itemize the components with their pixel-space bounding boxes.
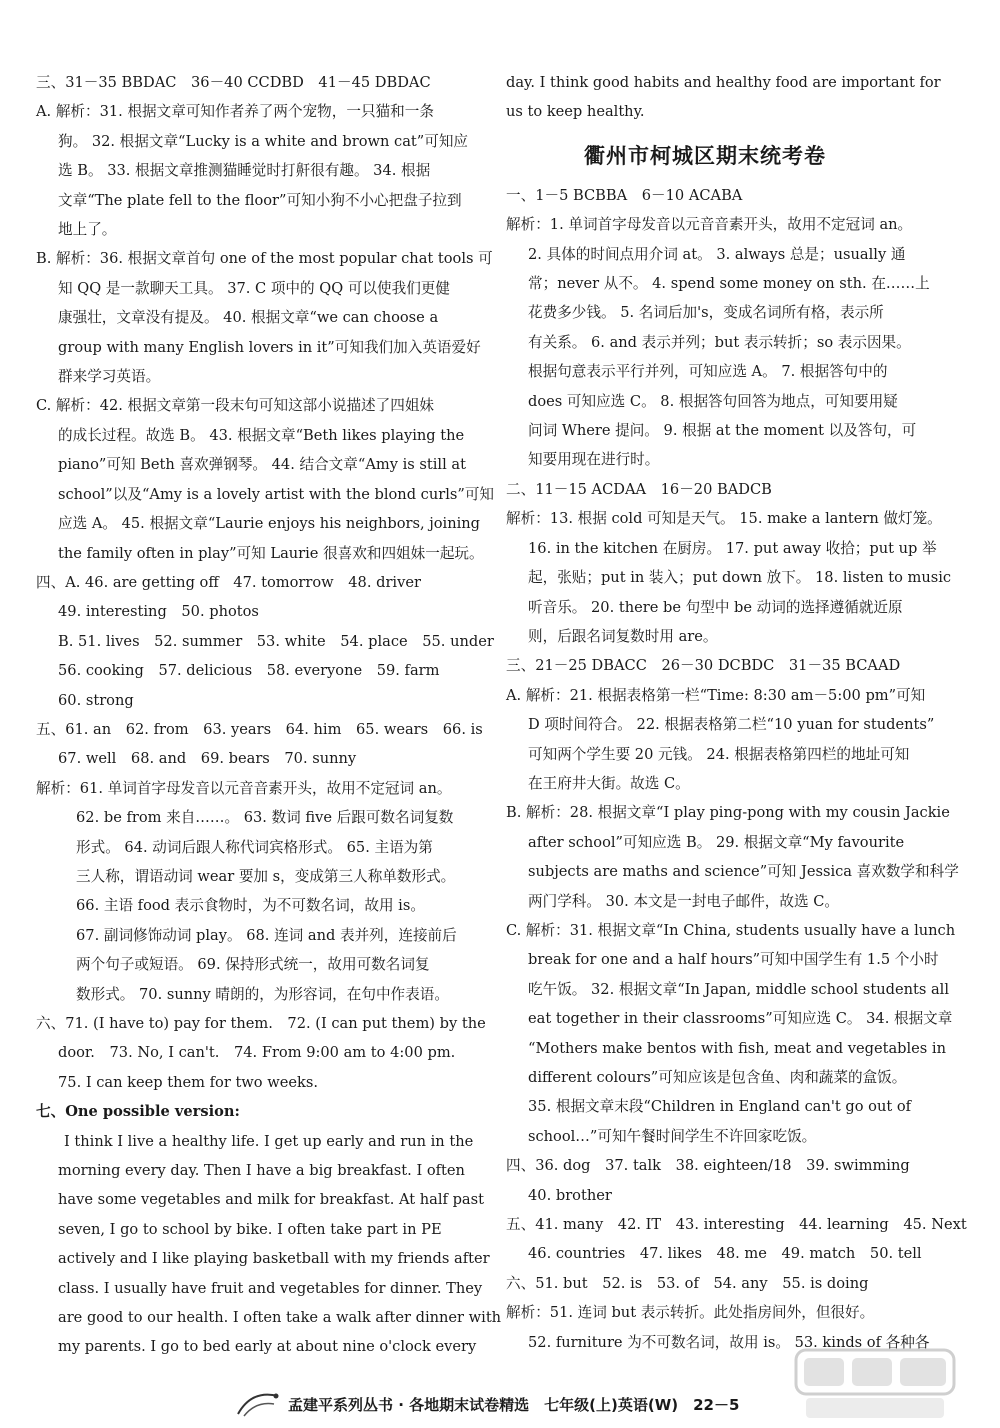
left-text-line: 两个句子或短语。 69. 保持形式统一，故用可数名词复 [76,956,430,974]
left-text-line: 知 QQ 是一款聊天工具。 37. C 项中的 QQ 可以使我们更健 [58,279,450,297]
right-text-line: different colours”可知应该是包含鱼、肉和蔬菜的盒饭。 [528,1069,907,1086]
watermark-logo-icon [790,1346,960,1424]
right-text-line: break for one and a half hours”可知中国学生有 1.5 个小时 [528,951,939,969]
left-text-line: C. 解析：42. 根据文章第一段末句可知这部小说描述了四姐妹 [36,397,435,415]
publisher-logo-icon [236,1388,282,1420]
left-text-line: 67. well 68. and 69. bears 70. sunny [58,750,357,768]
right-text-line: D 项时间符合。 22. 根据表格第二栏“10 yuan for students” [528,716,935,734]
right-top-text-line: day. I think good habits and healthy food are important for [506,74,941,91]
right-text-line: 花费多少钱。 5. 名词后加's，变成名词所有格，表示所 [528,304,884,322]
right-column-continuation [506,68,941,127]
right-text-line: 常；never 从不。 4. spend some money on sth. 在……上 [528,275,930,293]
left-text-line: have some vegetables and milk for breakfast. At half past [58,1191,484,1209]
left-text-line: piano”可知 Beth 喜欢弹钢琴。 44. 结合文章“Amy is still at [58,456,466,474]
right-text-line: 听音乐。 20. there be 句型中 be 动词的选择遵循就近原 [528,598,903,616]
right-text-line: C. 解析：31. 根据文章“In China, students usually have a lunch [506,921,956,939]
section-title: 衢州市柯城区期末统考卷 [584,142,826,168]
right-text-line: 一、1－5 BCBBA 6－10 ACABA [506,186,743,204]
left-text-line: 56. cooking 57. delicious 58. everyone 59. farm [58,662,440,680]
left-text-line: morning every day. Then I have a big breakfast. I often [58,1162,465,1180]
left-text-line: 62. be from 来自……。 63. 数词 five 后跟可数名词复数 [76,809,454,827]
right-text-line: 四、36. dog 37. talk 38. eighteen/18 39. swimming [506,1157,910,1175]
left-text-line: 文章“The plate fell to the floor”可知小狗不小心把盘子拉到 [58,191,462,209]
left-text-line: 60. strong [58,691,134,709]
right-text-line: eat together in their classrooms”可知应选 C。 34. 根据文章 [528,1010,953,1028]
left-text-line: 解析：61. 单词首字母发音以元音音素开头，故用不定冠词 an。 [36,779,452,797]
right-text-line: 40. brother [528,1186,612,1204]
right-text-line: 问词 Where 提问。 9. 根据 at the moment 以及答句，可 [528,422,917,440]
left-text-line: B. 51. lives 52. summer 53. white 54. place 55. under [58,632,494,650]
right-text-line: 16. in the kitchen 在厨房。 17. put away 收拾；put up 举 [528,539,937,557]
right-text-line: 52. furniture 为不可数名词，故用 is。 53. kinds of 各种各 [528,1333,930,1351]
right-text-line: 根据句意表示平行并列，可知应选 A。 7. 根据答句中的 [528,363,888,381]
left-text-line: school”以及“Amy is a lovely artist with the blond curls”可知 [58,485,495,503]
left-text-line: door. 73. No, I can't. 74. From 9:00 am to 4:00 pm. [58,1044,456,1062]
left-text-line: seven, I go to school by bike. I often take part in PE [58,1220,442,1238]
right-text-line: does 可知应选 C。 8. 根据答句回答为地点，可知要用疑 [528,392,898,410]
left-text-line: 66. 主语 food 表示食物时，为不可数名词，故用 is。 [76,897,425,915]
left-text-line: the family often in play”可知 Laurie 很喜欢和四姐妹一起玩。 [58,544,484,562]
right-text-line: school…”可知午餐时间学生不许回家吃饭。 [528,1127,817,1145]
left-text-line: 选 B。 33. 根据文章推测猫睡觉时打鼾很有趣。 34. 根据 [58,162,431,180]
left-column [36,68,502,1362]
right-text-line: 起，张贴；put in 装入；put down 放下。 18. listen to music [528,569,952,587]
footer-text: 孟建平系列丛书 · 各地期末试卷精选 七年级(上)英语(W) 22－5 [288,1396,740,1414]
left-text-line: 四、A. 46. are getting off 47. tomorrow 48. driver [36,573,421,591]
left-text-line: I think I live a healthy life. I get up early and run in the [64,1132,474,1150]
left-text-line: 形式。 64. 动词后跟人称代词宾格形式。 65. 主语为第 [76,838,433,856]
left-text-line: 应选 A。 45. 根据文章“Laurie enjoys his neighbors, joining [58,515,481,533]
right-text-line: 两门学科。 30. 本文是一封电子邮件，故选 C。 [528,892,839,910]
right-column [506,68,967,1357]
right-text-line: 则，后跟名词复数时用 are。 [528,627,718,645]
right-text-line: 五、41. many 42. IT 43. interesting 44. learning 45. Next [506,1216,967,1234]
left-text-line: 七、One possible version: [36,1103,240,1121]
right-text-line: after school”可知应选 B。 29. 根据文章“My favourite [528,833,905,851]
right-text-line: 有关系。 6. and 表示并列；but 表示转折；so 表示因果。 [528,333,911,351]
left-text-line: my parents. I go to bed early at about nine o'clock every [58,1338,477,1356]
left-text-line: B. 解析：36. 根据文章首句 one of the most popular chat tools 可 [36,250,493,268]
right-text-line: 三、21－25 DBACC 26－30 DCBDC 31－35 BCAAD [506,657,901,675]
left-text-line: 地上了。 [58,221,117,239]
right-text-line: 二、11－15 ACDAA 16－20 BADCB [506,480,772,498]
right-top-text-line: us to keep healthy. [506,103,645,121]
right-text-line: 在王府井大街。故选 C。 [528,774,690,792]
right-text-line: 解析：51. 连词 but 表示转折。此处指房间外，但很好。 [506,1304,875,1322]
right-column-answers [506,181,967,1357]
right-text-line: 解析：13. 根据 cold 可知是天气。 15. make a lantern 做灯笼。 [506,510,942,528]
left-text-line: 的成长过程。故选 B。 43. 根据文章“Beth likes playing the [58,426,465,444]
left-text-line: class. I usually have fruit and vegetables for dinner. They [58,1279,483,1297]
left-text-line: 群来学习英语。 [58,368,161,386]
right-text-line: A. 解析：21. 根据表格第一栏“Time: 8:30 am－5:00 pm”可知 [506,686,926,704]
right-text-line: 可知两个学生要 20 元钱。 24. 根据表格第四栏的地址可知 [528,745,910,763]
left-text-line: 三、31－35 BBDAC 36－40 CCDBD 41－45 DBDAC [36,74,431,91]
right-text-line: subjects are maths and science”可知 Jessica 喜欢数学和科学 [528,863,959,881]
left-text-line: 三人称，谓语动词 wear 要加 s，变成第三人称单数形式。 [76,867,456,885]
right-text-line: 2. 具体的时间点用介词 at。 3. always 总是；usually 通 [528,245,906,263]
right-text-line: 解析：1. 单词首字母发音以元音音素开头，故用不定冠词 an。 [506,216,913,234]
left-text-line: actively and I like playing basketball with my friends after [58,1250,490,1268]
left-text-line: 康强壮，文章没有提及。 40. 根据文章“we can choose a [58,309,439,327]
left-text-line: are good to our health. I often take a walk after dinner with [58,1309,502,1327]
left-text-line: 67. 副词修饰动词 play。 68. 连词 and 表并列，连接前后 [76,926,457,944]
right-text-line: B. 解析：28. 根据文章“I play ping-pong with my cousin Jackie [506,804,950,822]
left-text-line: 五、61. an 62. from 63. years 64. him 65. wears 66. is [36,720,483,738]
left-text-line: 75. I can keep them for two weeks. [58,1073,318,1091]
right-text-line: 知要用现在进行时。 [528,451,660,469]
left-text-line: A. 解析：31. 根据文章可知作者养了两个宠物，一只猫和一条 [36,103,434,121]
left-text-line: 狗。 32. 根据文章“Lucky is a white and brown cat”可知应 [58,132,469,150]
left-text-line: group with many English lovers in it”可知我们加入英语爱好 [58,338,481,356]
left-text-line: 49. interesting 50. photos [58,603,259,621]
right-text-line: 35. 根据文章末段“Children in England can't go out of [528,1098,912,1116]
right-text-line: 46. countries 47. likes 48. me 49. match 50. tell [528,1245,922,1263]
left-text-line: 数形式。 70. sunny 晴朗的，为形容词，在句中作表语。 [76,985,449,1003]
right-text-line: 吃午饭。 32. 根据文章“In Japan, middle school students all [528,980,950,998]
right-text-line: “Mothers make bentos with fish, meat and vegetables in [528,1039,946,1057]
left-text-line: 六、71. (I have to) pay for them. 72. (I can put them) by the [36,1015,486,1032]
right-text-line: 六、51. but 52. is 53. of 54. any 55. is doing [506,1274,869,1292]
